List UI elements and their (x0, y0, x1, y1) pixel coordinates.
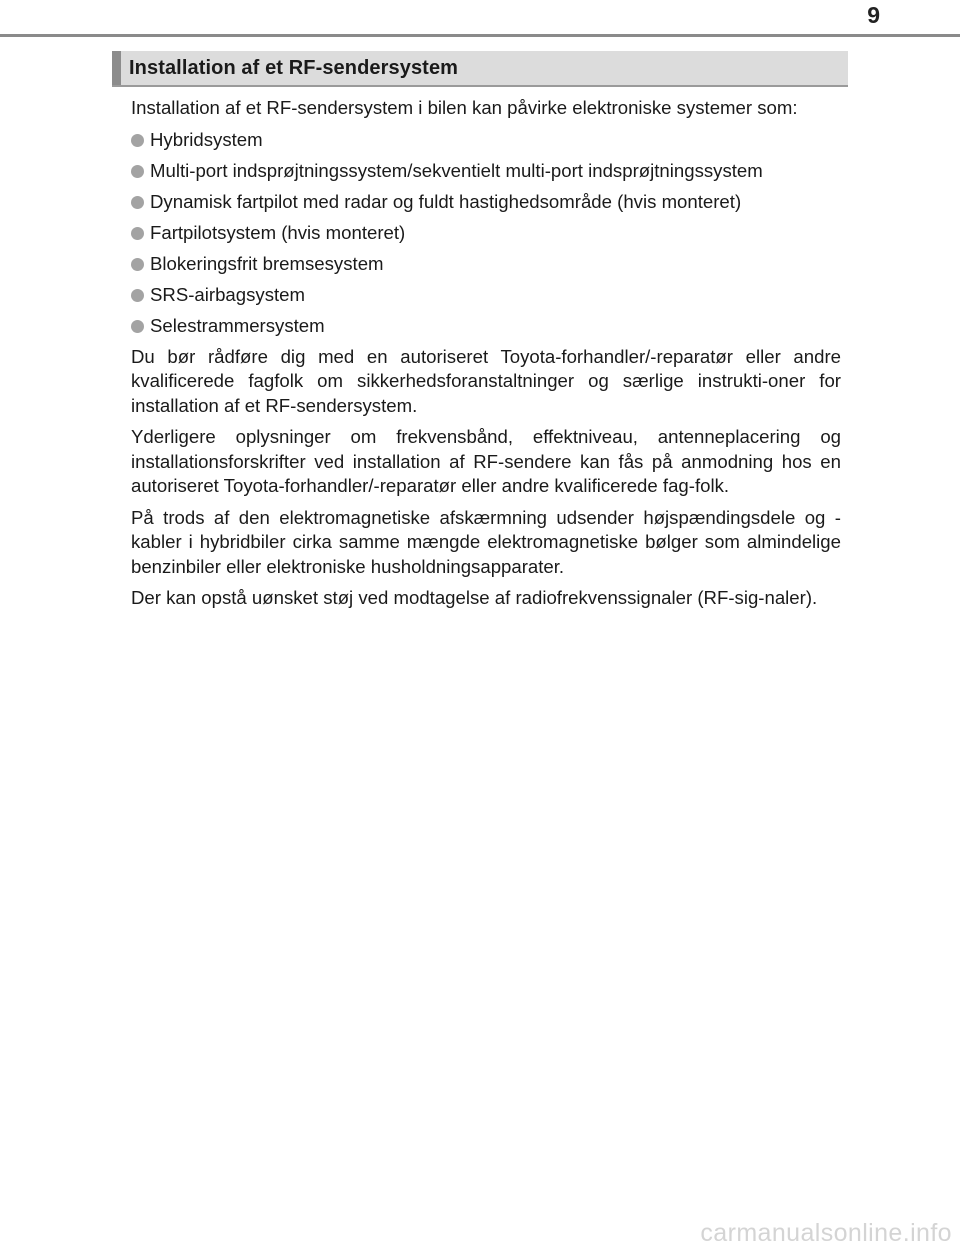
body-paragraph: Yderligere oplysninger om frekvensbånd, effektniveau, antenneplacering og installationsforskrifter ved installation af RF-sendere kan fås på anmodning hos en autoriseret Toyota-forhandler/-reparatør eller andre kvalificerede fag-folk. (131, 426, 841, 496)
list-item-text: Selestrammersystem (150, 314, 325, 336)
list-item (131, 128, 841, 153)
watermark: carmanualsonline.info (700, 1219, 952, 1247)
bullet-dot-icon (131, 320, 144, 333)
intro-paragraph: Installation af et RF-sendersystem i bilen kan påvirke elektroniske systemer som: (131, 97, 798, 118)
bullet-dot-icon (131, 196, 144, 209)
section-header (112, 51, 848, 87)
header-accent-bar (112, 51, 121, 85)
list-item-text: Hybridsystem (150, 128, 263, 150)
list-item (131, 190, 841, 215)
list-item-text: Blokeringsfrit bremsesystem (150, 252, 384, 274)
body-paragraph: På trods af den elektromagnetiske afskærmning udsender højspændingsdele og -kabler i hybridbiler cirka samme mængde elektromagnetiske bølger som almindelige benzinbiler eller elektroniske husholdningsapparater. (131, 506, 841, 577)
bullet-dot-icon (131, 289, 144, 302)
bullet-dot-icon (131, 227, 144, 240)
bullet-dot-icon (131, 134, 144, 147)
page-content (131, 96, 841, 618)
body-paragraph: Du bør rådføre dig med en autoriseret Toyota-forhandler/-reparatør eller andre kvalificerede fagfolk om sikkerhedsforanstaltninger og særlige instrukti-oner for installation af et RF-sendersystem. (131, 345, 841, 416)
list-item-text: Multi-port indsprøjtningssystem/sekventielt multi-port indsprøjtningssystem (150, 159, 763, 181)
section-title: Installation af et RF-sendersystem (129, 57, 459, 79)
bullet-dot-icon (131, 258, 144, 271)
top-rule (0, 34, 960, 37)
list-item (131, 221, 841, 246)
list-item-text: SRS-airbagsystem (150, 283, 305, 305)
list-item (131, 252, 841, 277)
page-number: 9 (867, 2, 880, 28)
list-item (131, 159, 841, 184)
list-item-text: Fartpilotsystem (hvis monteret) (150, 221, 406, 243)
list-item-text: Dynamisk fartpilot med radar og fuldt hastighedsområde (hvis monteret) (150, 190, 742, 212)
system-list (131, 128, 841, 339)
bullet-dot-icon (131, 165, 144, 178)
body-paragraph: Der kan opstå uønsket støj ved modtagelse af radiofrekvenssignaler (RF-sig-naler). (131, 587, 818, 608)
list-item (131, 314, 841, 339)
list-item (131, 283, 841, 308)
